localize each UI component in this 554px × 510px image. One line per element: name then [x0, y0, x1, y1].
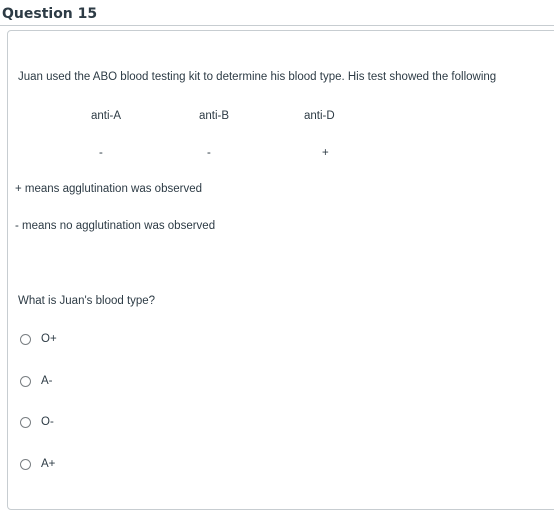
result-anti-a: - [99, 147, 103, 159]
note-plus: + means agglutination was observed [15, 183, 202, 195]
answer-option[interactable] [20, 456, 55, 472]
radio-button[interactable] [20, 334, 31, 345]
radio-button[interactable] [20, 417, 31, 428]
answer-option-label[interactable]: O- [41, 416, 54, 428]
answer-option[interactable] [20, 331, 57, 347]
radio-button[interactable] [20, 376, 31, 387]
radio-button[interactable] [20, 459, 31, 470]
result-anti-b: - [207, 147, 211, 159]
question-ask: What is Juan's blood type? [18, 295, 156, 307]
question-header [0, 0, 554, 26]
answer-option-label[interactable]: A- [41, 375, 53, 387]
column-header-anti-b: anti-B [199, 110, 230, 122]
answer-option[interactable] [20, 414, 54, 430]
answer-option-label[interactable]: A+ [41, 458, 56, 470]
note-minus: - means no agglutination was observed [15, 220, 216, 232]
question-prompt: Juan used the ABO blood testing kit to determine his blood type. His test showed the following [18, 71, 497, 83]
answer-option[interactable] [20, 373, 53, 389]
question-title: Question 15 [2, 6, 98, 22]
column-header-anti-d: anti-D [304, 110, 335, 122]
result-anti-d: + [322, 147, 329, 159]
answer-option-label[interactable]: O+ [41, 333, 57, 345]
question-box [7, 30, 554, 510]
column-header-anti-a: anti-A [91, 110, 122, 122]
